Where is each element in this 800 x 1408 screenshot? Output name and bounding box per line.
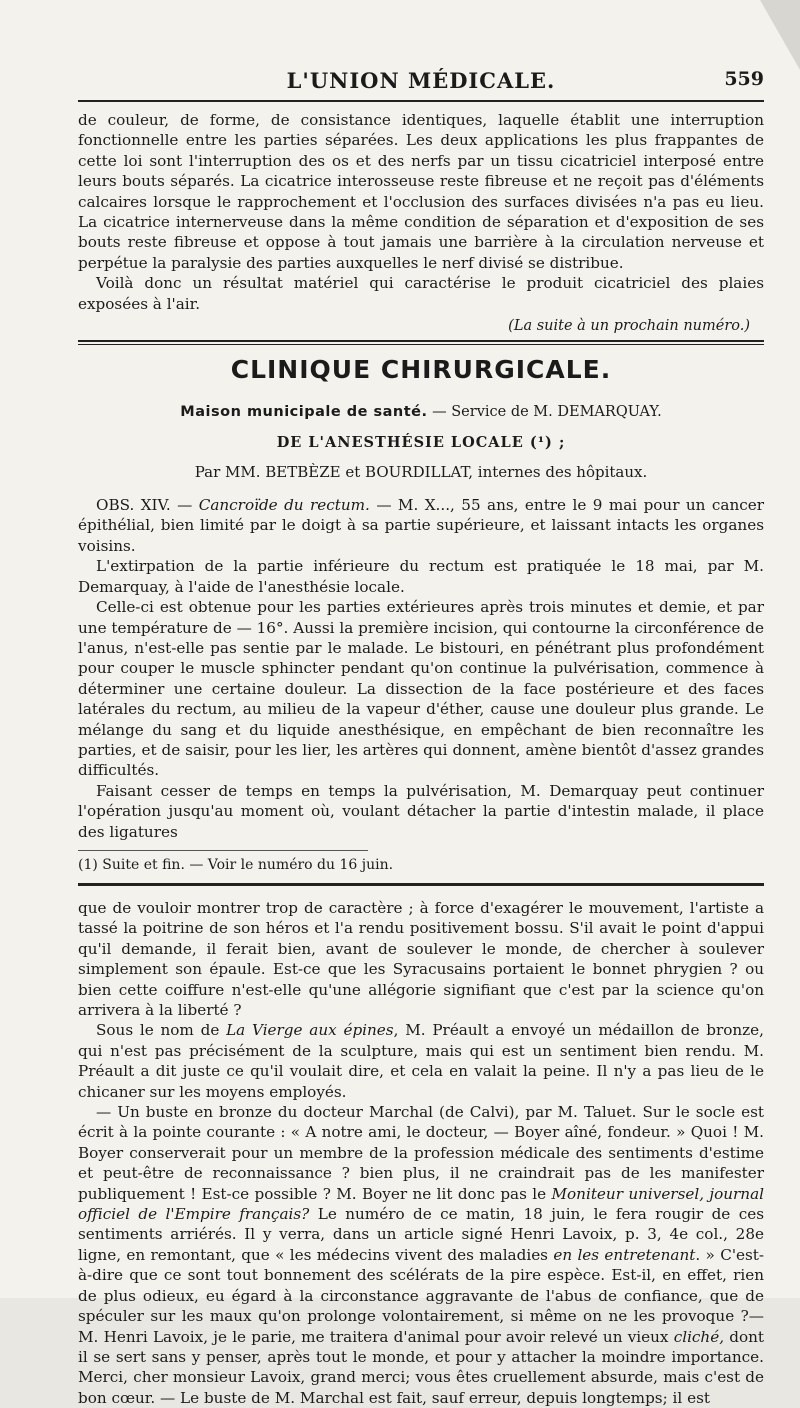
obs-text: — M. X..., 55 ans, entre le 9 mai pour un cancer épithélial, bien limité par le doigt à sa partie supérieure, et laissant intacts les organes voisins. bbox=[78, 496, 764, 555]
p2-text-b: , M. Préault a envoyé un médaillon de bronze, qui n'est pas précisément de la sculpture, mais qui est un sentiment bien rendu. M. Préault a dit juste ce qu'il voulait dire, et cela en valait la peine. Il n'y a pas lieu de le chicaner sur les moyens employés. bbox=[78, 1021, 764, 1101]
clinique-paragraph-3: Faisant cesser de temps en temps la pulvérisation, M. Demarquay peut continuer l'opération jusqu'au moment où, voulant détacher la partie d'intestin malade, il place des ligatures bbox=[78, 781, 764, 841]
clinique-body bbox=[78, 495, 764, 842]
p3-text-b: Le numéro de ce matin, 18 juin, le fera rougir de ces sentiments arriérés. Il y verra, dans un article signé Henri Lavoix, p. 3, 4e col., 28e ligne, en remontant, que « les médecins vivent des maladies bbox=[78, 1205, 764, 1264]
page-header bbox=[78, 60, 764, 102]
p3-italic: Moniteur universel, journal officiel de l'Empire français? bbox=[78, 1184, 764, 1224]
clinique-paragraph-1: L'extirpation de la partie inférieure du rectum est pratiquée le 18 mai, par M. Demarquay, à l'aide de l'anesthésie locale. bbox=[78, 557, 764, 596]
continued-note: (La suite à un prochain numéro.) bbox=[508, 318, 750, 335]
section-title: CLINIQUE CHIRURGICALE. bbox=[230, 355, 612, 385]
p2-italic: La Vierge aux épines bbox=[226, 1021, 394, 1040]
feuilleton-paragraph-1: que de vouloir montrer trop de caractère ; à force d'exagérer le mouvement, l'artiste a tassé la poitrine de son héros et l'a rendu positivement bossu. S'il avait le point d'appui qu'il demande, il ferait bien, avant de soulever le monde, de chercher à soulever simplement son épaule. Est-ce que les Syracusains portaient le bonnet phrygien ? ou bien cette coiffure n'est-elle qu'une allégorie signifiant que c'est par la science qu'on arrivera à la liberté ? bbox=[78, 898, 764, 1019]
p2-text-a: Sous le nom de bbox=[96, 1021, 227, 1040]
p3-text-c: . » C'est-à-dire que ce sont tout bonnement des scélérats de la pire espèce. Est-il, en effet, rien de plus odieux, eu égard à la circonstance aggravante de l'abus de confiance, que de spéculer sur les maux qu'on prolonge volontairement, si même on ne les provoque ?— M. Henri Lavoix, je le parie, me traitera d'animal pour avoir relevé un vieux bbox=[78, 1245, 765, 1346]
p3-italic-2: en les entretenant bbox=[553, 1245, 696, 1264]
p3-text-a: — Un buste en bronze du docteur Marchal (de Calvi), par M. Taluet. Sur le socle est écrit à la pointe courante : « A notre ami, le docteur, — Boyer aîné, fondeur. » Quoi ! M. Boyer conserverait pour un membre de la profession médicale des sentiments d'estime et peut-être de reconnaissance ? bien plus, il ne craindrait pas de les manifester publiquement ! Est-ce possible ? M. Boyer ne lit donc pas le bbox=[78, 1103, 764, 1203]
article-authors: Par MM. BETBÈZE et BOURDILLAT, internes des hôpitaux. bbox=[194, 463, 648, 482]
article-subtitle: DE L'ANESTHÉSIE LOCALE (¹) ; bbox=[276, 434, 566, 452]
top-paragraph-2: Voilà donc un résultat matériel qui caractérise le produit cicatriciel des plaies exposées à l'air. bbox=[78, 274, 764, 313]
p3-text-d: dont il se sert sans y penser, après tout le monde, et pour y attacher la moindre importance. Merci, cher monsieur Lavoix, grand merci; vous êtes cruellement absurde, mais c'est de bon cœur. — Le buste de M. Marchal est fait, sauf erreur, depuis longtemps; il est bbox=[78, 1327, 764, 1407]
top-article bbox=[78, 110, 764, 314]
feuilleton-divider bbox=[78, 883, 764, 886]
feuilleton-paragraph-2 bbox=[78, 1020, 764, 1102]
section-divider bbox=[78, 340, 764, 345]
p3-italic-3: cliché, bbox=[673, 1327, 725, 1346]
obs-label: OBS. XIV. — bbox=[96, 496, 199, 515]
footnote-divider bbox=[78, 850, 368, 851]
obs-title: Cancroïde du rectum. bbox=[198, 496, 370, 515]
page-corner-fold bbox=[760, 0, 800, 70]
feuilleton-body bbox=[78, 898, 764, 1408]
top-paragraph-1: de couleur, de forme, de consistance identiques, laquelle établit une interruption fonctionnelle entre les parties séparées. Les deux applications les plus frappantes de cette loi sont l'interruption des os et des nerfs par un tissu cicatriciel interposé entre leurs bouts séparés. La cicatrice interosseuse reste fibreuse et ne reçoit pas d'éléments calcaires lorsque le rapprochement et l'occlusion des surfaces divisées n'a pas eu lieu. La cicatrice internerveuse dans la même condition de séparation et d'exposition de ses bouts reste fibreuse et oppose à tout jamais une barrière à la circulation nerveuse et perpétue la paralysie des parties auxquelles le nerf divisé se distribue. bbox=[78, 111, 764, 272]
service-name: — Service de M. DEMARQUAY. bbox=[427, 404, 662, 421]
house-name: Maison municipale de santé. bbox=[180, 404, 428, 421]
observation-paragraph bbox=[78, 495, 764, 556]
page-number: 559 bbox=[724, 68, 764, 90]
journal-title: L'UNION MÉDICALE. bbox=[286, 68, 556, 93]
clinique-paragraph-2: Celle-ci est obtenue pour les parties extérieures après trois minutes et demie, et par une température de — 16°. Aussi la première incision, qui contourne la circonférence de l'anus, n'est-elle pas sentie par le malade. Le bistouri, en pénétrant plus profondément pour couper le muscle sphincter pendant qu'on continue la pulvérisation, commence à déterminer une certaine douleur. La dissection de la face postérieure et des faces latérales du rectum, au milieu de la vapeur d'éther, cause une douleur plus grande. Le mélange du sang et du liquide anesthésique, en empêchant de bien reconnaître les parties, et de saisir, pour les lier, les artères qui donnent, amène bientôt d'assez grandes difficultés. bbox=[78, 598, 764, 780]
feuilleton-paragraph-3 bbox=[78, 1102, 764, 1408]
footnote: (1) Suite et fin. — Voir le numéro du 16 juin. bbox=[78, 856, 394, 873]
service-line bbox=[78, 404, 764, 420]
